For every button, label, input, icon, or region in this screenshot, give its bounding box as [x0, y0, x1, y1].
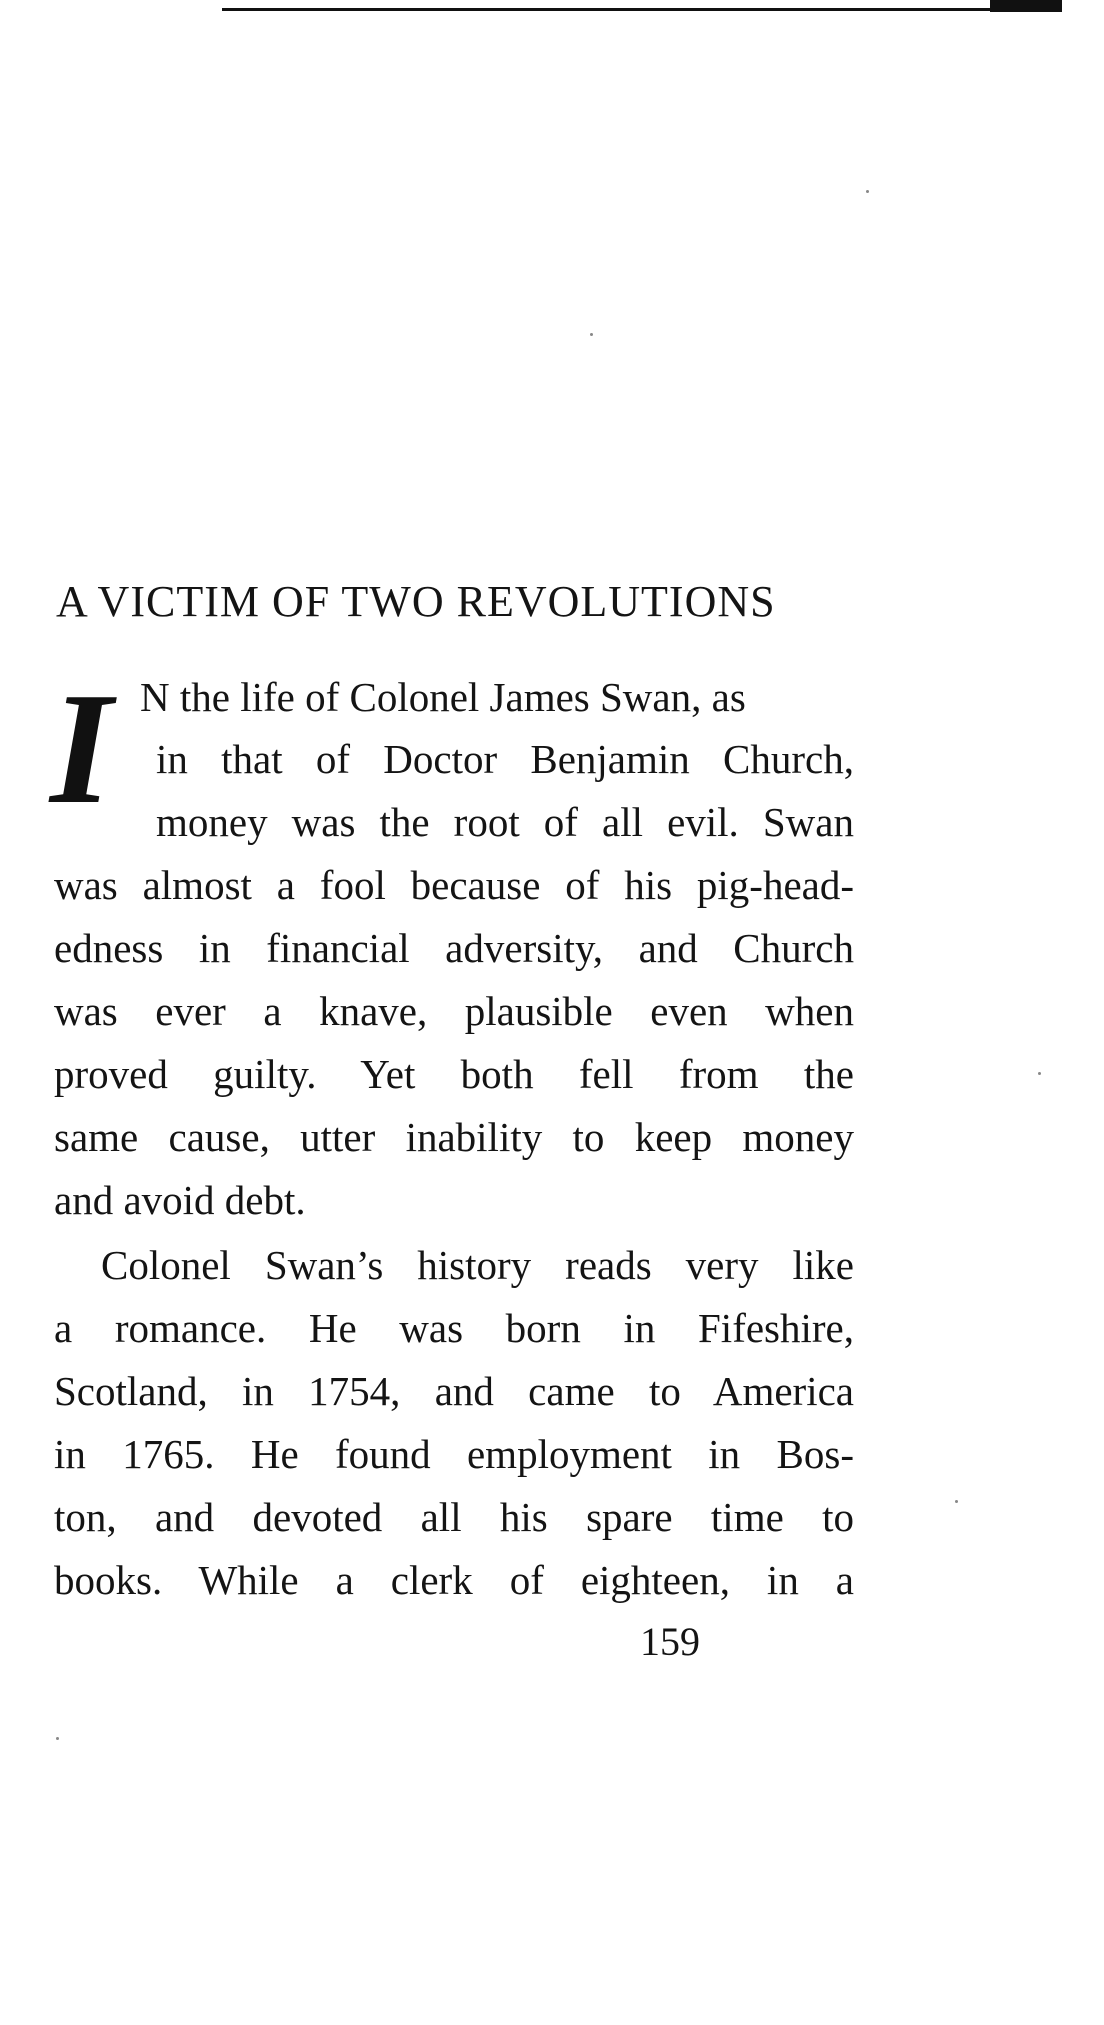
paper-speck	[56, 1737, 59, 1740]
paragraph2-line5: ton, and devoted all his spare time to	[54, 1494, 854, 1540]
paragraph2-line4: in 1765. He found employment in Bos-	[54, 1431, 854, 1477]
paragraph1-line9: and avoid debt.	[54, 1177, 306, 1223]
page-number: 159	[640, 1619, 700, 1664]
paragraph2-line1: Colonel Swan’s history reads very like	[101, 1242, 854, 1288]
paragraph1-line8: same cause, utter inability to keep money	[54, 1114, 854, 1160]
paper-speck	[866, 190, 869, 193]
paragraph1-line2: in that of Doctor Benjamin Church,	[156, 736, 854, 782]
paragraph1-line6: was ever a knave, plausible even when	[54, 988, 854, 1034]
paper-speck	[1038, 1072, 1041, 1075]
paragraph1-line3: money was the root of all evil. Swan	[156, 799, 854, 845]
paper-speck	[955, 1500, 958, 1503]
drop-cap-letter: I	[50, 659, 113, 837]
paragraph1-line7: proved guilty. Yet both fell from the	[54, 1051, 854, 1097]
paragraph1-line4: was almost a fool because of his pig-head-	[54, 862, 854, 908]
top-rule	[222, 8, 1062, 11]
paragraph2-line2: a romance. He was born in Fifeshire,	[54, 1305, 854, 1351]
paragraph1-line1: N the life of Colonel James Swan, as	[140, 674, 746, 720]
paragraph2-line6: books. While a clerk of eighteen, in a	[54, 1557, 854, 1603]
paragraph1-line5: edness in financial adversity, and Church	[54, 925, 854, 971]
top-rule-thick-end	[990, 0, 1062, 12]
paragraph2-line3: Scotland, in 1754, and came to America	[54, 1368, 854, 1414]
chapter-title: A VICTIM OF TWO REVOLUTIONS	[56, 577, 776, 626]
paper-speck	[590, 333, 593, 336]
